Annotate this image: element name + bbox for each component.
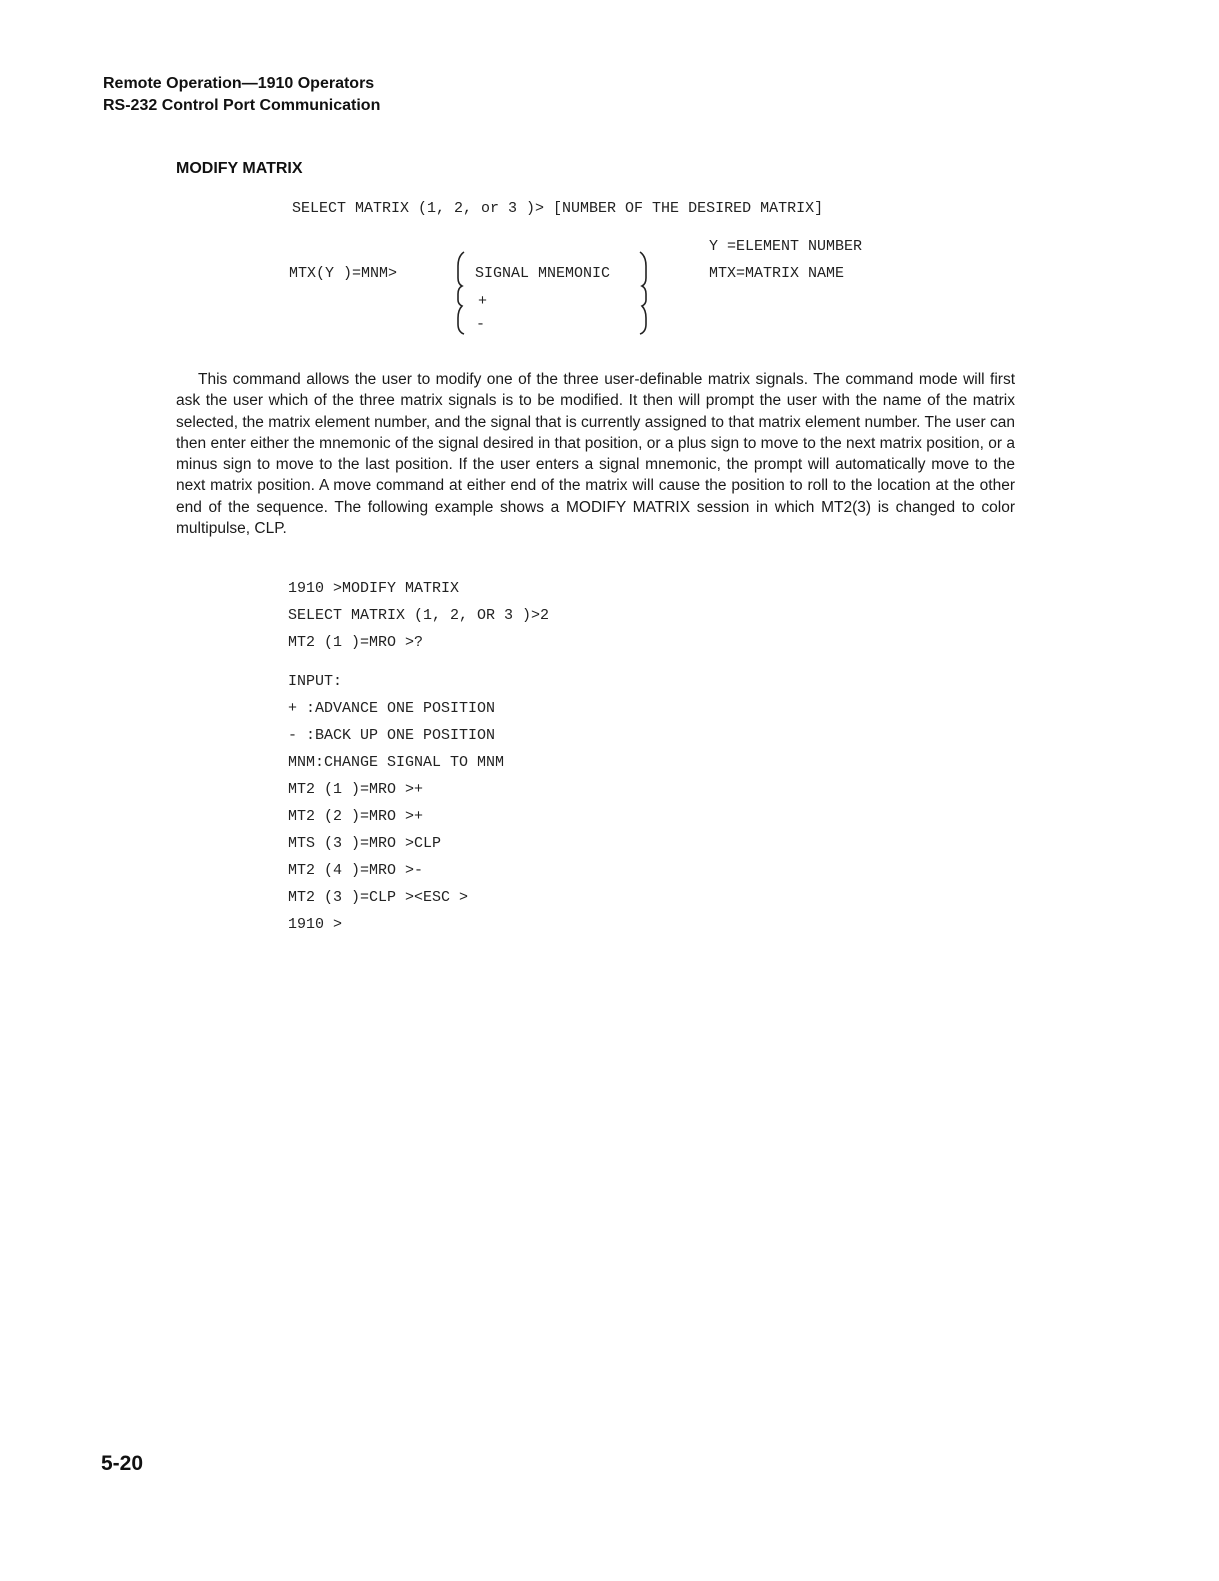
session-line: 1910 >: [288, 916, 343, 933]
header-line-1: Remote Operation—1910 Operators: [103, 75, 375, 92]
syntax-mtx-label: MTX(Y )=MNM>: [289, 265, 398, 282]
session-line: 1910 >MODIFY MATRIX: [288, 580, 460, 597]
definition-mtx: MTX=MATRIX NAME: [709, 265, 845, 282]
option-plus: +: [478, 293, 488, 310]
session-gap: [288, 660, 549, 672]
session-line: MT2 (1 )=MRO >+: [288, 781, 424, 798]
option-signal-mnemonic: SIGNAL MNEMONIC: [475, 265, 611, 282]
session-line: SELECT MATRIX (1, 2, OR 3 )>2: [288, 607, 550, 624]
option-minus: -: [476, 316, 486, 333]
session-line: - :BACK UP ONE POSITION: [288, 727, 496, 744]
session-line: MNM:CHANGE SIGNAL TO MNM: [288, 754, 505, 771]
syntax-select-line: SELECT MATRIX (1, 2, or 3 )> [NUMBER OF THE DESIRED MATRIX]: [292, 200, 824, 217]
session-line: INPUT:: [288, 673, 343, 690]
right-brace: [640, 252, 646, 334]
example-session: [288, 579, 549, 942]
section-title: MODIFY MATRIX: [176, 160, 303, 177]
body-paragraph: This command allows the user to modify one of the three user-definable matrix signals. The command mode will first ask the user which of the three matrix signals is to be modified. It then will prompt the user with the name of the matrix selected, the matrix element number, and the signal that is currently assigned to that matrix element number. The user can then enter either the mnemonic of the signal desired in that position, or a plus sign to move to the next matrix position, or a minus sign to move to the last position. If the user enters a signal mnemonic, the prompt will automatically move to the next matrix position. A move command at either end of the matrix will cause the position to roll to the location at the other end of the sequence. The following example shows a MODIFY MATRIX session in which MT2(3) is changed to color multipulse, CLP.: [176, 371, 1015, 538]
page-header: [103, 73, 380, 117]
body-paragraph-container: [176, 369, 1015, 539]
session-line: MT2 (3 )=CLP ><ESC >: [288, 889, 469, 906]
session-line: MT2 (1 )=MRO >?: [288, 634, 424, 651]
session-line: MTS (3 )=MRO >CLP: [288, 835, 442, 852]
page-number: 5-20: [101, 1452, 144, 1475]
definition-y: Y =ELEMENT NUMBER: [709, 238, 863, 255]
header-line-2: RS-232 Control Port Communication: [103, 97, 381, 114]
session-line: + :ADVANCE ONE POSITION: [288, 700, 496, 717]
left-brace: [458, 252, 464, 334]
session-line: MT2 (2 )=MRO >+: [288, 808, 424, 825]
session-line: MT2 (4 )=MRO >-: [288, 862, 424, 879]
